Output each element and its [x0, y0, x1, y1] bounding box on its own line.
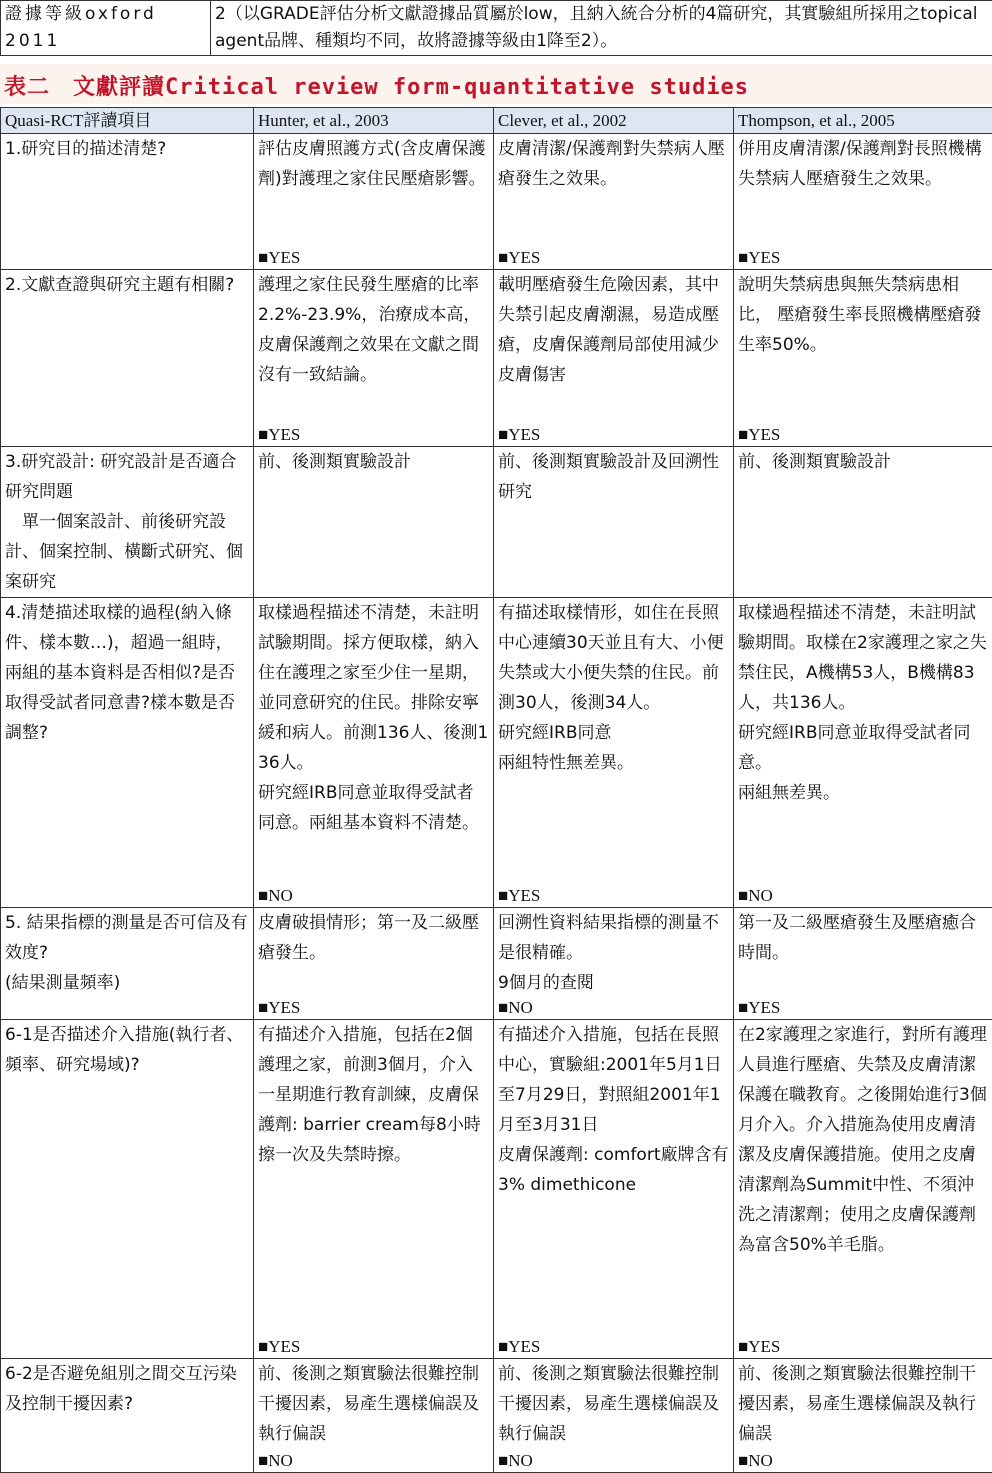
verdict: ■NO — [258, 1451, 293, 1471]
verdict: ■YES — [738, 998, 780, 1018]
row-cell: 護理之家住民發生壓瘡的比率2.2%-23.9%，治療成本高，皮膚保護劑之效果在文獻之間沒有一致結論。 ■YES — [254, 270, 494, 447]
header-item: Quasi-RCT評讀項目 — [1, 108, 254, 134]
table-title: 表二 文獻評讀Critical review form-quantitative studies — [4, 70, 749, 101]
row-cell: 有描述介入措施，包括在長照中心，實驗組:2001年5月1日至7月29日，對照組2001年1月至3月31日 皮膚保護劑: comfort廠牌含有3% dimethicone ■YES — [494, 1020, 734, 1359]
table-row — [1, 1359, 992, 1473]
verdict: ■YES — [738, 248, 780, 268]
row-cell: 前、後測之類實驗法很難控制干擾因素，易產生選樣偏誤及執行偏誤 ■NO — [254, 1359, 494, 1473]
evidence-level-content: 2（以GRADE評估分析文獻證據品質屬於low，且納入統合分析的4篇研究，其實驗組所採用之topical agent品牌、種類均不同，故將證據等級由1降至2）。 — [211, 1, 992, 56]
row-cell: 第一及二級壓瘡發生及壓瘡癒合時間。 ■YES — [734, 908, 992, 1020]
row-cell: 載明壓瘡發生危險因素，其中失禁引起皮膚潮濕，易造成壓瘡，皮膚保護劑局部使用減少皮膚傷害 ■YES — [494, 270, 734, 447]
row-cell: 皮膚清潔/保護劑對失禁病人壓瘡發生之效果。 ■YES — [494, 134, 734, 270]
row-cell: 前、後測類實驗設計 — [254, 447, 494, 598]
critical-review-table — [0, 107, 992, 1473]
evidence-level-table — [0, 0, 992, 56]
row-cell: 前、後測之類實驗法很難控制干擾因素，易產生選樣偏誤及執行偏誤 ■NO — [494, 1359, 734, 1473]
verdict: ■YES — [498, 425, 540, 445]
verdict: ■NO — [498, 1451, 533, 1471]
row-item: 3.研究設計: 研究設計是否適合研究問題 單一個案設計、前後研究設計、個案控制、橫斷式研究、個案研究 — [1, 447, 254, 598]
row-cell: 評估皮膚照護方式(含皮膚保護劑)對護理之家住民壓瘡影響。 ■YES — [254, 134, 494, 270]
row-item: 5. 結果指標的測量是否可信及有效度? (結果測量頻率) — [1, 908, 254, 1020]
row-item: 1.研究目的描述清楚? — [1, 134, 254, 270]
table-title-bar — [0, 64, 992, 104]
evidence-level-label: 證據等級oxford 2011 — [1, 1, 211, 56]
row-cell: 回溯性資料結果指標的測量不是很精確。 9個月的查閱 ■NO — [494, 908, 734, 1020]
verdict: ■YES — [498, 248, 540, 268]
row-cell: 有描述介入措施，包括在2個護理之家，前測3個月，介入一星期進行教育訓練，皮膚保護劑: barrier cream每8小時擦一次及失禁時擦。 ■YES — [254, 1020, 494, 1359]
verdict: ■NO — [738, 886, 773, 906]
row-cell: 有描述取樣情形，如住在長照中心連續30天並且有大、小便失禁或大小便失禁的住民。前測30人，後測34人。 研究經IRB同意 兩組特性無差異。 ■YES — [494, 598, 734, 908]
table-row — [1, 447, 992, 598]
table-row — [1, 1020, 992, 1359]
verdict: ■YES — [258, 425, 300, 445]
row-item: 2.文獻查證與研究主題有相關? — [1, 270, 254, 447]
verdict: ■NO — [738, 1451, 773, 1471]
evidence-level-row — [1, 1, 992, 56]
row-cell: 前、後測類實驗設計及回溯性研究 — [494, 447, 734, 598]
row-cell: 皮膚破損情形；第一及二級壓瘡發生。 ■YES — [254, 908, 494, 1020]
verdict: ■YES — [498, 886, 540, 906]
row-cell: 前、後測之類實驗法很難控制干擾因素，易產生選樣偏誤及執行偏誤 ■NO — [734, 1359, 992, 1473]
verdict: ■YES — [258, 998, 300, 1018]
verdict: ■NO — [258, 886, 293, 906]
header-clever: Clever, et al., 2002 — [494, 108, 734, 134]
header-hunter: Hunter, et al., 2003 — [254, 108, 494, 134]
table-row — [1, 908, 992, 1020]
row-item: 6-1是否描述介入措施(執行者、頻率、研究場域)? — [1, 1020, 254, 1359]
header-thompson: Thompson, et al., 2005 — [734, 108, 992, 134]
row-cell: 取樣過程描述不清楚，未註明試驗期間。採方便取樣，納入住在護理之家至少住一星期，並同意研究的住民。排除安寧緩和病人。前測136人、後測136人。 研究經IRB同意並取得受試者同意。兩組基本資料不清楚。 ■NO — [254, 598, 494, 908]
row-cell: 在2家護理之家進行，對所有護理人員進行壓瘡、失禁及皮膚清潔保護在職教育。之後開始進行3個月介入。介入措施為使用皮膚清潔及皮膚保護措施。使用之皮膚清潔劑為Summit中性、不須沖洗之清潔劑；使用之皮膚保護劑為富含50%羊毛脂。 ■YES — [734, 1020, 992, 1359]
row-item: 4.清楚描述取樣的過程(納入條件、樣本數…)，超過一組時，兩組的基本資料是否相似?是否取得受試者同意書?樣本數是否調整? — [1, 598, 254, 908]
table-header-row — [1, 108, 992, 134]
row-cell: 取樣過程描述不清楚，未註明試驗期間。取樣在2家護理之家之失禁住民，A機構53人，B機構83人，共136人。 研究經IRB同意並取得受試者同意。 兩組無差異。 ■NO — [734, 598, 992, 908]
verdict: ■NO — [498, 998, 533, 1018]
table-row — [1, 598, 992, 908]
verdict: ■YES — [738, 425, 780, 445]
table-row — [1, 134, 992, 270]
row-cell: 前、後測類實驗設計 — [734, 447, 992, 598]
verdict: ■YES — [258, 248, 300, 268]
verdict: ■YES — [258, 1337, 300, 1357]
verdict: ■YES — [738, 1337, 780, 1357]
row-cell: 併用皮膚清潔/保護劑對長照機構失禁病人壓瘡發生之效果。 ■YES — [734, 134, 992, 270]
verdict: ■YES — [498, 1337, 540, 1357]
row-cell: 說明失禁病患與無失禁病患相比， 壓瘡發生率長照機構壓瘡發生率50%。 ■YES — [734, 270, 992, 447]
row-item: 6-2是否避免組別之間交互污染及控制干擾因素? — [1, 1359, 254, 1473]
table-row — [1, 270, 992, 447]
